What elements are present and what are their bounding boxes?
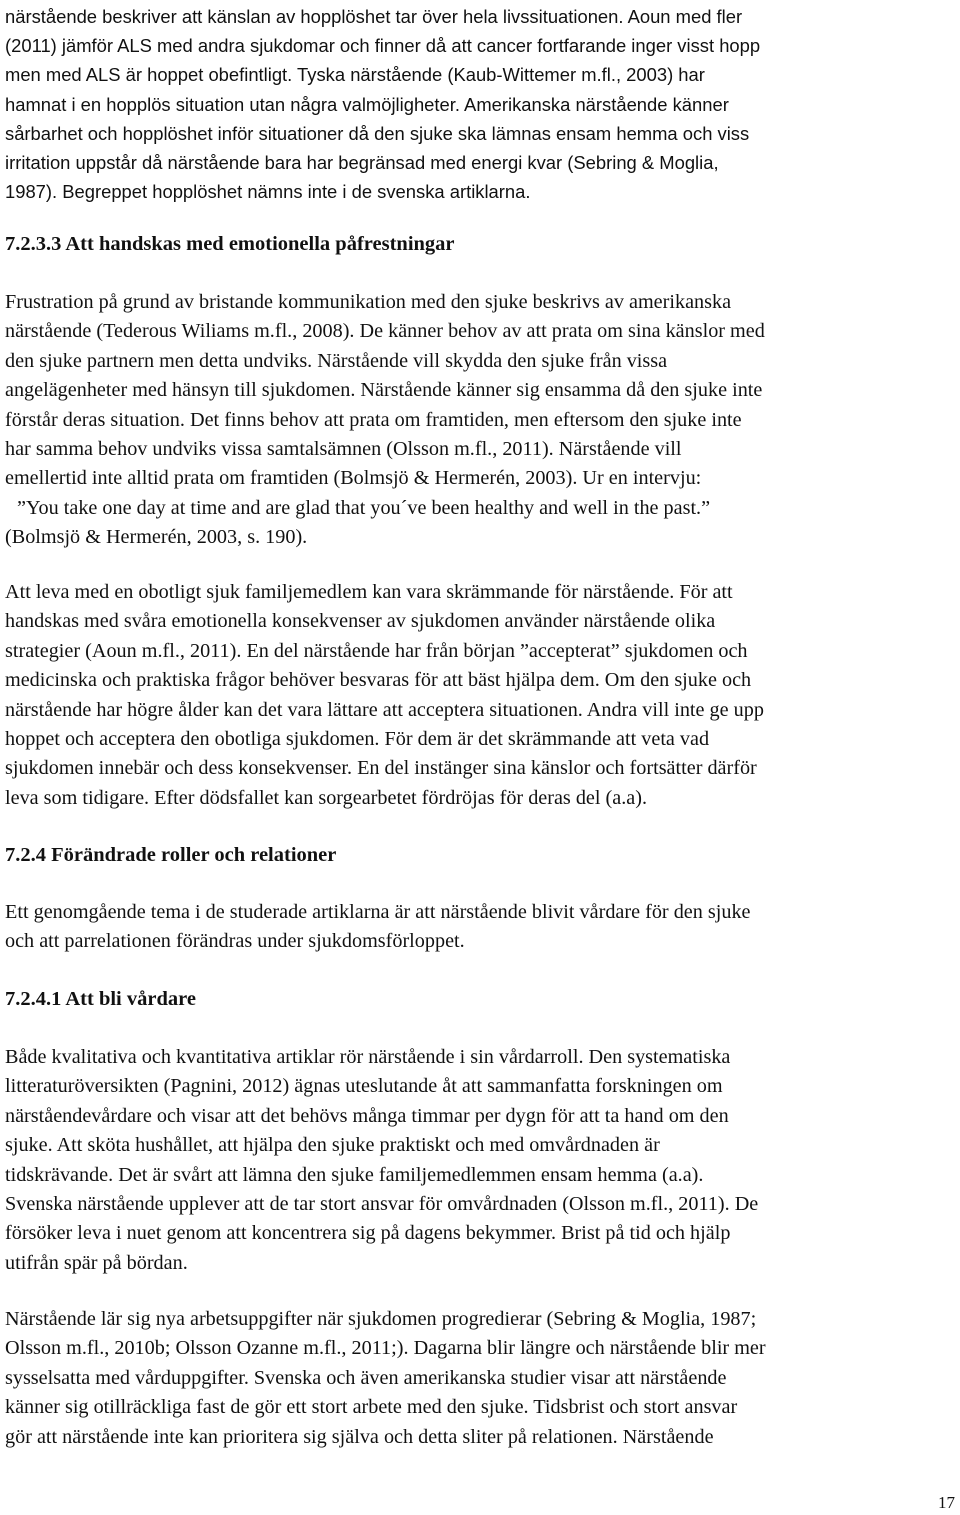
text-line: sysselsatta med vårduppgifter. Svenska och även amerikanska studier visar att närstående bbox=[5, 1366, 727, 1389]
text-line: men med ALS är hoppet obefintligt. Tyska närstående (Kaub-Wittemer m.fl., 2003) har bbox=[5, 64, 705, 86]
text-line: sjukdomen innebär och dess konsekvenser. En del instänger sina känslor och fortsätter därför bbox=[5, 757, 757, 780]
text-line: utifrån spär på bördan. bbox=[5, 1251, 188, 1274]
text-line: närstående beskriver att känslan av hopplöshet tar över hela livssituationen. Aoun med fler bbox=[5, 6, 743, 27]
paragraph-roles bbox=[5, 898, 955, 957]
text-line: handskas med svåra emotionella konsekvenser av sjukdomen använder närstående olika bbox=[5, 610, 716, 633]
text-line: Frustration på grund av bristande kommunikation med den sjuke beskrivs av amerikanska bbox=[5, 291, 732, 313]
section-heading-7-2-3-3: 7.2.3.3 Att handskas med emotionella påfrestningar bbox=[5, 233, 455, 255]
text-line: Olsson m.fl., 2010b; Olsson Ozanne m.fl., 2011;). Dagarna blir längre och närstående blir mer bbox=[5, 1337, 766, 1360]
page-number: 17 bbox=[938, 1493, 955, 1512]
text-line: Både kvalitativa och kvantitativa artiklar rör närstående i sin vårdarroll. Den systematiska bbox=[5, 1046, 731, 1068]
text-line: emellertid inte alltid prata om framtiden (Bolmsjö & Hermerén, 2003). Ur en intervju: bbox=[5, 467, 702, 490]
text-line: strategier (Aoun m.fl., 2011). En del närstående har från början ”accepterat” sjukdomen och bbox=[5, 639, 748, 662]
text-line: medicinska och praktiska frågor behöver besvaras för att bäst hjälpa dem. Om den sjuke och bbox=[5, 669, 752, 692]
paragraph-strategies bbox=[5, 578, 955, 813]
text-line: Svenska närstående upplever att de tar stort ansvar för omvårdnaden (Olsson m.fl., 2011). De bbox=[5, 1193, 759, 1216]
text-line: (Bolmsjö & Hermerén, 2003, s. 190). bbox=[5, 526, 308, 549]
text-line: Närstående lär sig nya arbetsuppgifter när sjukdomen progredierar (Sebring & Moglia, 1987; bbox=[5, 1308, 757, 1330]
paragraph-frustration bbox=[5, 288, 955, 553]
text-line: sårbarhet och hopplöshet inför situationer då den sjuke ska lämnas ensam hemma och viss bbox=[5, 122, 750, 144]
text-line: sjuke. Att sköta hushållet, att hjälpa den sjuke praktiskt och med omvårdnaden är bbox=[5, 1134, 660, 1157]
text-line: närståendevårdare och visar att det behövs många timmar per dygn för att ta hand om den bbox=[5, 1104, 729, 1127]
text-line: har samma behov undviks vissa samtalsämnen (Olsson m.fl., 2011). Närstående vill bbox=[5, 438, 682, 461]
text-line: angelägenheter med hänsyn till sjukdomen. Närstående känner sig ensamma då den sjuke inte bbox=[5, 379, 763, 402]
text-line: hamnat i en hopplös situation utan några valmöjligheter. Amerikanska närstående känner bbox=[5, 93, 729, 115]
text-line: och att parrelationen förändras under sjukdomsförloppet. bbox=[5, 930, 465, 953]
section-heading-7-2-4: 7.2.4 Förändrade roller och relationer bbox=[5, 844, 337, 866]
text-line: (2011) jämför ALS med andra sjukdomar och finner då att cancer fortfarande inger visst hopp bbox=[5, 35, 761, 57]
text-line: närstående (Tederous Wiliams m.fl., 2008). De känner behov av att prata om sina känslor med bbox=[5, 320, 765, 343]
text-line: Att leva med en obotligt sjuk familjemedlem kan vara skrämmande för närstående. För att bbox=[5, 581, 733, 603]
text-line: förstår deras situation. Det finns behov att prata om framtiden, men eftersom den sjuke inte bbox=[5, 408, 742, 431]
interview-quote: ”You take one day at time and are glad that you´ve been healthy and well in the past.” bbox=[17, 496, 711, 519]
text-line: irritation uppstår då närstående bara har begränsad med energi kvar (Sebring & Moglia, bbox=[5, 152, 719, 174]
intro-paragraph bbox=[5, 2, 955, 206]
text-line: den sjuke partnern men detta undviks. Närstående vill skydda den sjuke från vissa bbox=[5, 349, 668, 372]
text-line: tidskrävande. Det är svårt att lämna den sjuke familjemedlemmen ensam hemma (a.a). bbox=[5, 1163, 704, 1186]
text-line: försöker leva i nuet genom att koncentrera sig på dagens bekymmer. Brist på tid och hjälp bbox=[5, 1222, 731, 1245]
text-line: leva som tidigare. Efter dödsfallet kan sorgearbetet fördröjas för deras del (a.a). bbox=[5, 786, 647, 809]
text-line: litteraturöversikten (Pagnini, 2012) ägnas uteslutande åt att sammanfatta forskningen om bbox=[5, 1075, 723, 1098]
text-line: gör att närstående inte kan prioritera sig själva och detta sliter på relationen. Närstående bbox=[5, 1425, 714, 1448]
text-line: 1987). Begreppet hopplöshet nämns inte i de svenska artiklarna. bbox=[5, 181, 531, 203]
text-line: hoppet och acceptera den obotliga sjukdomen. För dem är det skrämmande att veta vad bbox=[5, 728, 710, 751]
paragraph-caregiver bbox=[5, 1043, 955, 1278]
text-line: närstående har högre ålder kan det vara lättare att acceptera situationen. Andra vill inte ge upp bbox=[5, 698, 764, 721]
text-line: Ett genomgående tema i de studerade artiklarna är att närstående blivit vårdare för den sjuke bbox=[5, 901, 751, 923]
text-line: känner sig otillräckliga fast de gör ett stort arbete med den sjuke. Tidsbrist och stort ansvar bbox=[5, 1396, 738, 1419]
paragraph-new-tasks bbox=[5, 1305, 955, 1452]
section-heading-7-2-4-1: 7.2.4.1 Att bli vårdare bbox=[5, 988, 196, 1010]
